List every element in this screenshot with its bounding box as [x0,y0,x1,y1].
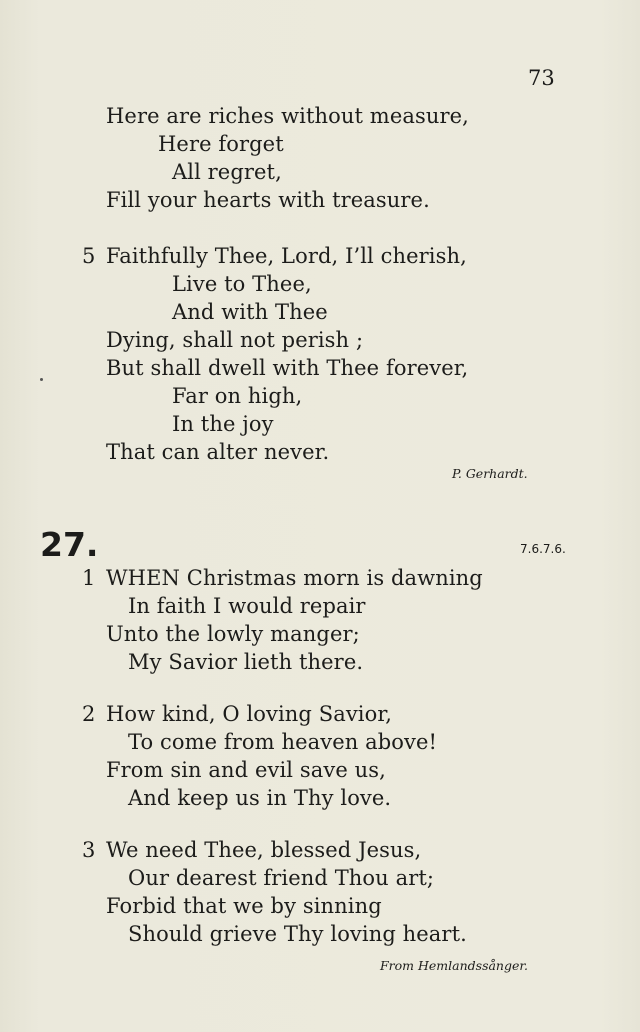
verse-line: From sin and evil save us, [106,758,386,782]
verse-line: And keep us in Thy love. [128,786,392,810]
verse-number: 3 [82,838,96,862]
page-number: 73 [528,66,555,90]
verse-line: But shall dwell with Thee forever, [106,356,469,380]
verse-line: Far on high, [172,384,303,408]
verse-line: WHEN Christmas morn is dawning [106,566,483,590]
verse-line: That can alter never. [106,440,330,464]
verse-line: Should grieve Thy loving heart. [128,922,467,946]
verse-line: To come from heaven above! [128,730,438,754]
print-speck [40,378,43,381]
verse-line: And with Thee [172,300,328,324]
author-attribution: P. Gerhardt. [452,466,528,481]
verse-line: Dying, shall not perish ; [106,328,364,352]
verse-line: Unto the lowly manger; [106,622,360,646]
verse-line: All regret, [172,160,282,184]
verse-line: My Savior lieth there. [128,650,364,674]
verse-line: Faithfully Thee, Lord, I’ll cherish, [106,244,467,268]
verse-line: Our dearest friend Thou art; [128,866,435,890]
verse-number: 2 [82,702,96,726]
verse-line: We need Thee, blessed Jesus, [106,838,422,862]
verse-line: Forbid that we by sinning [106,894,382,918]
hymn-meter: 7.6.7.6. [520,542,566,556]
verse-line: Here are riches without measure, [106,104,469,128]
verse-line: In the joy [172,412,274,436]
verse-number: 1 [82,566,96,590]
verse-line: In faith I would repair [128,594,366,618]
verse-line: Live to Thee, [172,272,312,296]
verse-line: Fill your hearts with treasure. [106,188,430,212]
verse-number: 5 [82,244,96,268]
hymn-number: 27. [40,525,99,564]
verse-line: Here forget [158,132,284,156]
verse-line: How kind, O loving Savior, [106,702,392,726]
author-attribution: From Hemlandssånger. [380,958,528,973]
